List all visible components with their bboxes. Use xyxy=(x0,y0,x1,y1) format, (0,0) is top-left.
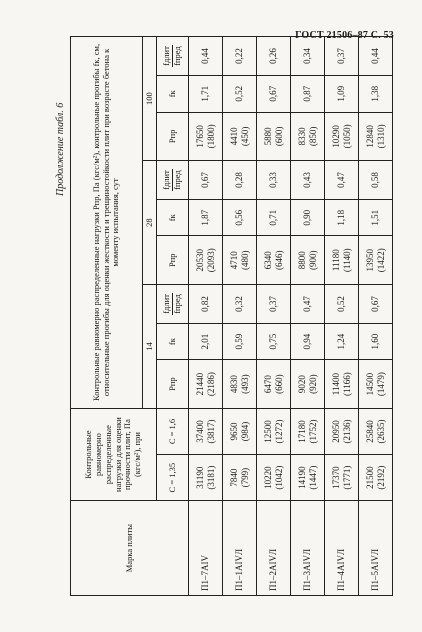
load-p-cell: 8330 (850) xyxy=(291,112,325,161)
rel-header: fдлит fпред xyxy=(157,285,189,324)
relative-deflection-cell: 0,43 xyxy=(291,161,325,200)
deflection-cell: 0,90 xyxy=(291,199,325,235)
age-28-header: 28 xyxy=(143,161,157,285)
relative-deflection-cell: 0,44 xyxy=(189,37,223,76)
age-100-header: 100 xyxy=(143,37,157,161)
table-row xyxy=(359,37,393,596)
load-c135-cell: 10220 (1042) xyxy=(257,455,291,501)
load-p-cell: 14500 (1479) xyxy=(359,360,393,409)
relative-deflection-cell: 0,47 xyxy=(291,285,325,324)
load-p-cell: 4410 (450) xyxy=(223,112,257,161)
plate-mark-cell: П1–4АIVЛ xyxy=(325,501,359,596)
load-c16-cell: 12500 (1272) xyxy=(257,408,291,454)
plate-mark-cell: П1–1АIVЛ xyxy=(223,501,257,596)
deflection-cell: 0,75 xyxy=(257,323,291,359)
load-c16-cell: 25840 (2635) xyxy=(359,408,393,454)
table-row xyxy=(189,37,223,596)
load-p-cell: 11400 (1166) xyxy=(325,360,359,409)
deflection-cell: 1,24 xyxy=(325,323,359,359)
deflection-cell: 1,38 xyxy=(359,76,393,112)
relative-deflection-cell: 0,44 xyxy=(359,37,393,76)
relative-deflection-cell: 0,34 xyxy=(291,37,325,76)
f-header: fк xyxy=(157,199,189,235)
deflection-cell: 1,51 xyxy=(359,199,393,235)
load-p-cell: 4710 (480) xyxy=(223,236,257,285)
relative-deflection-cell: 0,33 xyxy=(257,161,291,200)
deflection-cell: 1,09 xyxy=(325,76,359,112)
plate-mark-cell: П1–3АIVЛ xyxy=(291,501,325,596)
relative-deflection-cell: 0,22 xyxy=(223,37,257,76)
deflection-cell: 0,87 xyxy=(291,76,325,112)
load-c16-cell: 9650 (984) xyxy=(223,408,257,454)
col-mark-header: Марка плиты xyxy=(71,501,189,596)
relative-deflection-cell: 0,37 xyxy=(325,37,359,76)
relative-deflection-cell: 0,58 xyxy=(359,161,393,200)
relative-deflection-cell: 0,67 xyxy=(189,161,223,200)
load-p-cell: 21440 (2186) xyxy=(189,360,223,409)
deflection-cell: 0,52 xyxy=(223,76,257,112)
plate-mark-cell: П1–2АIVЛ xyxy=(257,501,291,596)
load-p-cell: 6470 (660) xyxy=(257,360,291,409)
table-row xyxy=(257,37,291,596)
load-p-cell: 13950 (1422) xyxy=(359,236,393,285)
load-c135-cell: 31190 (3181) xyxy=(189,455,223,501)
load-c135-cell: 21500 (2192) xyxy=(359,455,393,501)
rotated-table-area xyxy=(52,36,386,596)
deflection-cell: 2,01 xyxy=(189,323,223,359)
load-c135-cell: 17370 (1771) xyxy=(325,455,359,501)
deflection-cell: 0,56 xyxy=(223,199,257,235)
load-p-cell: 8800 (900) xyxy=(291,236,325,285)
col-group2-header: Контрольные равномерно распределенные нагрузки Рпр, Па (кгс/м²), контрольные прогибы fк, см, относительные прогибы для оценки жесткости и трещиностойкости плит при возрасте бетона к моменту испытания, сут xyxy=(71,37,143,409)
load-p-cell: 11180 (1140) xyxy=(325,236,359,285)
load-c135-cell: 14190 (1447) xyxy=(291,455,325,501)
deflection-cell: 1,18 xyxy=(325,199,359,235)
data-table xyxy=(70,36,393,596)
rel-header: fдлит fпред xyxy=(157,37,189,76)
c135-header: C = 1,35 xyxy=(157,455,189,501)
col-group1-header: Контрольные равномерно распределенные нагрузки для оценки прочности плит, Па (кгс/м²), при xyxy=(71,408,157,500)
load-p-cell: 10290 (1050) xyxy=(325,112,359,161)
deflection-cell: 1,60 xyxy=(359,323,393,359)
deflection-cell: 1,87 xyxy=(189,199,223,235)
load-p-cell: 20530 (2093) xyxy=(189,236,223,285)
f-header: fк xyxy=(157,323,189,359)
deflection-cell: 0,94 xyxy=(291,323,325,359)
load-c135-cell: 7840 (799) xyxy=(223,455,257,501)
load-p-cell: 5880 (600) xyxy=(257,112,291,161)
load-p-cell: 17650 (1800) xyxy=(189,112,223,161)
load-c16-cell: 17180 (1752) xyxy=(291,408,325,454)
plate-mark-cell: П1–5АIVЛ xyxy=(359,501,393,596)
age-14-header: 14 xyxy=(143,285,157,409)
c16-header: C = 1,6 xyxy=(157,408,189,454)
relative-deflection-cell: 0,28 xyxy=(223,161,257,200)
relative-deflection-cell: 0,32 xyxy=(223,285,257,324)
relative-deflection-cell: 0,26 xyxy=(257,37,291,76)
relative-deflection-cell: 0,67 xyxy=(359,285,393,324)
continuation-title: Продолжение табл. 6 xyxy=(55,102,66,196)
plate-mark-cell: П1–7АIV xyxy=(189,501,223,596)
deflection-cell: 0,71 xyxy=(257,199,291,235)
p-header: Рпр xyxy=(157,112,189,161)
relative-deflection-cell: 0,82 xyxy=(189,285,223,324)
page-header: ГОСТ 21506–87 С. 53 xyxy=(295,30,394,41)
p-header: Рпр xyxy=(157,360,189,409)
table-row xyxy=(223,37,257,596)
load-p-cell: 4830 (493) xyxy=(223,360,257,409)
relative-deflection-cell: 0,37 xyxy=(257,285,291,324)
f-header: fк xyxy=(157,76,189,112)
relative-deflection-cell: 0,47 xyxy=(325,161,359,200)
relative-deflection-cell: 0,52 xyxy=(325,285,359,324)
deflection-cell: 0,59 xyxy=(223,323,257,359)
table-row xyxy=(291,37,325,596)
deflection-cell: 1,71 xyxy=(189,76,223,112)
deflection-cell: 0,67 xyxy=(257,76,291,112)
p-header: Рпр xyxy=(157,236,189,285)
load-c16-cell: 37400 (3817) xyxy=(189,408,223,454)
table-row xyxy=(325,37,359,596)
rel-header: fдлит fпред xyxy=(157,161,189,200)
load-p-cell: 6340 (646) xyxy=(257,236,291,285)
load-p-cell: 9020 (920) xyxy=(291,360,325,409)
load-c16-cell: 20950 (2136) xyxy=(325,408,359,454)
load-p-cell: 12840 (1310) xyxy=(359,112,393,161)
